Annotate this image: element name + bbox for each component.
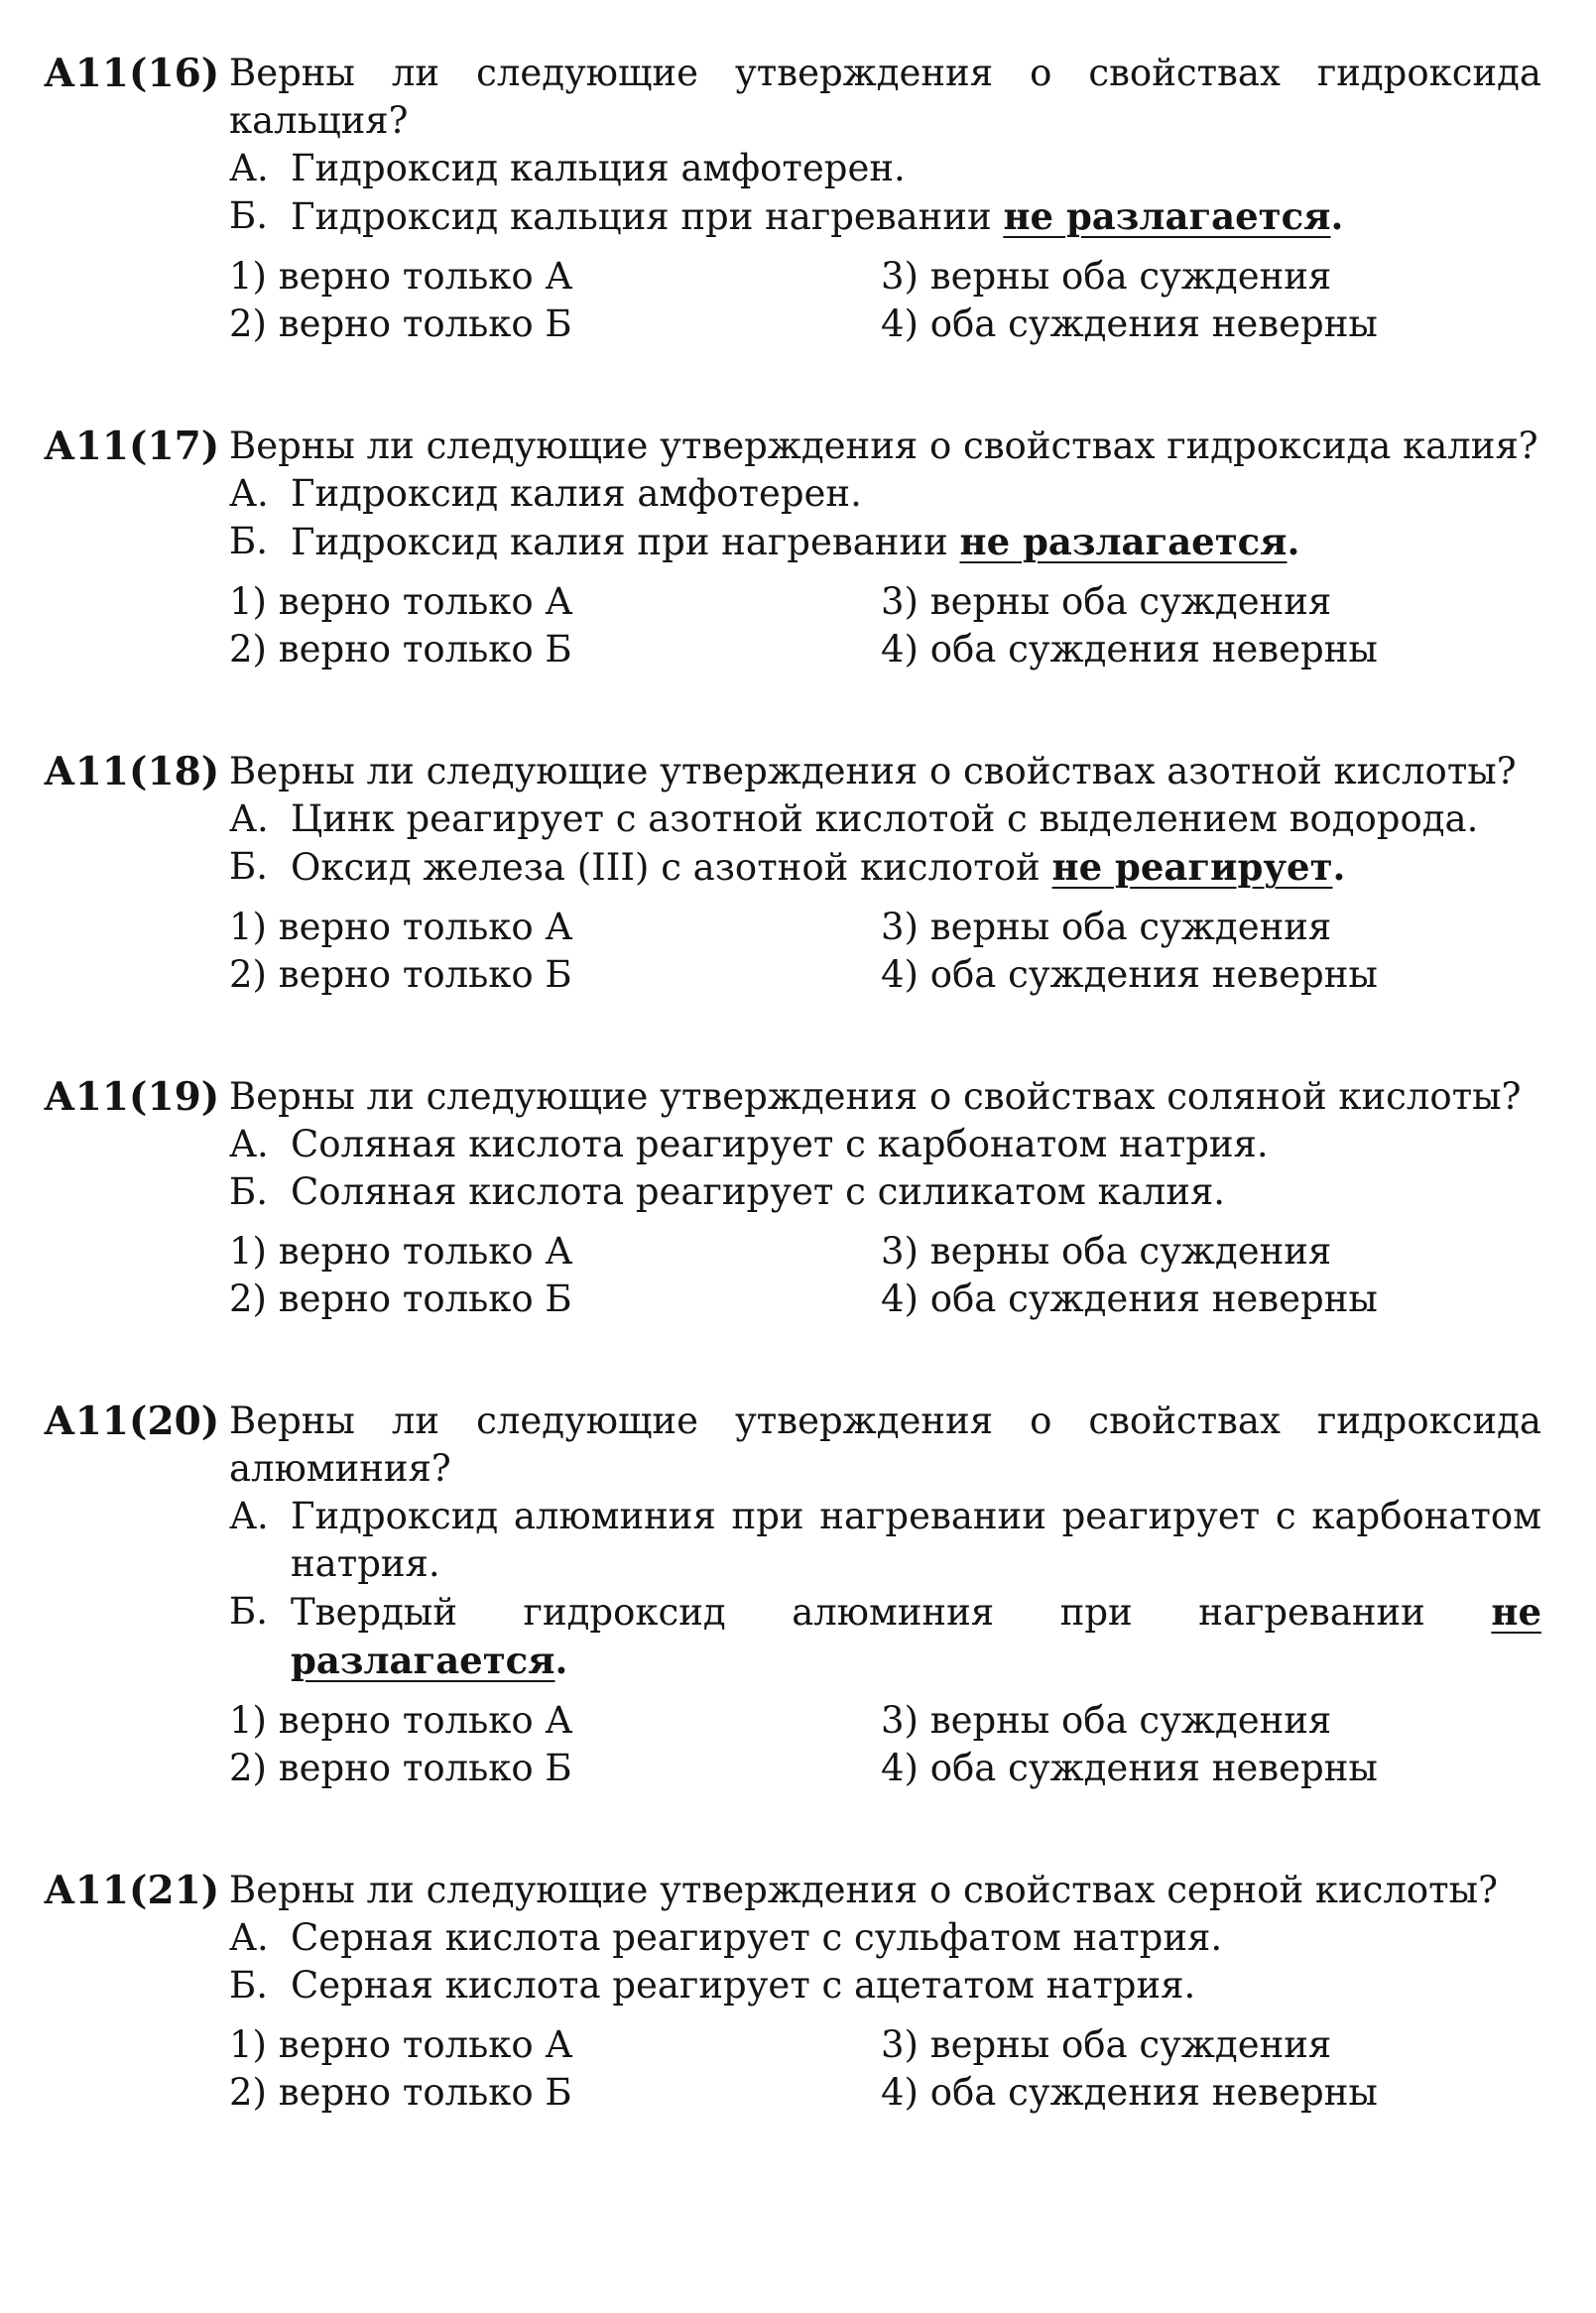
statement-emphasis: не разлагается [1003,194,1331,238]
statement-letter: Б. [229,194,268,237]
answer-options [229,578,1541,673]
statement-text [291,518,1541,566]
question-a11-20 [44,1398,1541,1792]
question-body [229,1867,1541,2117]
answer-option-1: 1) верно только А [229,906,573,948]
statement-letter: Б. [229,520,268,562]
statement-plain-text: Гидроксид калия амфотерен. [291,472,862,515]
answer-options [229,904,1541,999]
statement-text [291,795,1541,843]
statement-text [291,1121,1541,1168]
question-body [229,748,1541,999]
statement-tail: . [554,1639,568,1682]
statement-emphasis: не разлагается [959,520,1288,563]
question-stem: Верны ли следующие утверждения о свойствах гидроксида калия? [229,425,1538,467]
statement-text [291,470,1541,518]
answer-option-2: 2) верно только Б [229,953,572,996]
statement-a [229,1914,1541,1962]
answer-option-4: 4) оба суждения неверны [881,953,1378,996]
answer-options [229,1697,1541,1792]
answer-option-3: 3) верны оба суждения [881,1699,1332,1742]
statement-text [291,192,1541,241]
statement-a [229,470,1541,518]
question-stem: Верны ли следующие утверждения о свойствах соляной кислоты? [229,1075,1522,1118]
statement-text [291,1168,1541,1216]
statement-plain-text: Соляная кислота реагирует с карбонатом натрия. [291,1123,1269,1165]
answer-option-4: 4) оба суждения неверны [881,1747,1378,1789]
answer-option-3: 3) верны оба суждения [881,906,1332,948]
statement-letter: Б. [229,1964,268,2007]
statement-plain-text: Оксид железа (III) с азотной кислотой [291,846,1052,889]
statement-text [291,1914,1541,1962]
statement-tail: . [1330,194,1344,238]
answer-options [229,1228,1541,1323]
answer-option-3: 3) верны оба суждения [881,255,1332,298]
question-number: А11(17) [44,424,220,469]
question-stem: Верны ли следующие утверждения о свойствах азотной кислоты? [229,750,1517,792]
question-a11-18 [44,748,1541,999]
answer-option-2: 2) верно только Б [229,303,572,345]
statement-tail: . [1332,845,1346,889]
statement-plain-text: Гидроксид кальция при нагревании [291,195,1004,238]
statement-a [229,145,1541,192]
statement-letter: А. [229,1495,269,1537]
answer-option-1: 1) верно только А [229,255,573,298]
answer-option-3: 3) верны оба суждения [881,580,1332,623]
question-body [229,423,1541,673]
answer-option-2: 2) верно только Б [229,1278,572,1320]
question-a11-19 [44,1073,1541,1323]
question-number: А11(20) [44,1399,220,1444]
question-stem: Верны ли следующие утверждения о свойствах гидроксида алюминия? [229,1400,1541,1490]
statement-plain-text: Серная кислота реагирует с сульфатом натрия. [291,1916,1223,1959]
statement-a [229,795,1541,843]
answer-option-2: 2) верно только Б [229,628,572,670]
question-stem: Верны ли следующие утверждения о свойствах серной кислоты? [229,1869,1498,1911]
statement-a [229,1493,1541,1588]
answer-option-4: 4) оба суждения неверны [881,2071,1378,2114]
question-body [229,50,1541,348]
question-body [229,1073,1541,1323]
answer-option-3: 3) верны оба суждения [881,2023,1332,2066]
statement-text [291,1588,1541,1685]
statement-plain-text: Гидроксид калия при нагревании [291,521,960,563]
statement-letter: Б. [229,1170,268,1213]
question-a11-21 [44,1867,1541,2117]
question-stem: Верны ли следующие утверждения о свойствах гидроксида кальция? [229,52,1541,142]
question-body [229,1398,1541,1792]
question-number: А11(18) [44,749,220,794]
answer-option-2: 2) верно только Б [229,2071,572,2114]
answer-options [229,2021,1541,2117]
answer-option-1: 1) верно только А [229,580,573,623]
statement-b [229,1168,1541,1216]
statement-letter: Б. [229,1590,268,1633]
statement-b [229,518,1541,566]
answer-option-1: 1) верно только А [229,2023,573,2066]
answer-options [229,253,1541,348]
answer-option-2: 2) верно только Б [229,1747,572,1789]
statement-a [229,1121,1541,1168]
statement-text [291,1493,1541,1588]
statement-plain-text: Гидроксид алюминия при нагревании реагирует с карбонатом натрия. [291,1495,1541,1585]
statement-tail: . [1287,520,1300,563]
answer-option-3: 3) верны оба суждения [881,1230,1332,1273]
statement-plain-text: Серная кислота реагирует с ацетатом натрия. [291,1964,1196,2007]
statement-text [291,1962,1541,2009]
answer-option-1: 1) верно только А [229,1230,573,1273]
statement-letter: А. [229,797,269,840]
statement-letter: Б. [229,845,268,888]
statement-plain-text: Гидроксид кальция амфотерен. [291,147,906,189]
statement-letter: А. [229,472,269,515]
statement-emphasis: не разлагается [291,1590,1541,1682]
statement-b [229,1962,1541,2009]
statement-b [229,192,1541,241]
question-a11-17 [44,423,1541,673]
statement-letter: А. [229,1123,269,1165]
test-page [44,50,1541,2191]
answer-option-4: 4) оба суждения неверны [881,303,1378,345]
statement-emphasis: не реагирует [1051,845,1333,889]
statement-plain-text: Твердый гидроксид алюминия при нагревании [291,1591,1492,1634]
statement-letter: А. [229,1916,269,1959]
answer-option-4: 4) оба суждения неверны [881,1278,1378,1320]
statement-text [291,843,1541,892]
question-number: А11(19) [44,1074,220,1120]
statement-plain-text: Цинк реагирует с азотной кислотой с выделением водорода. [291,797,1479,840]
question-number: А11(16) [44,51,220,96]
question-a11-16 [44,50,1541,348]
statement-text [291,145,1541,192]
answer-option-4: 4) оба суждения неверны [881,628,1378,670]
question-number: А11(21) [44,1868,220,1913]
statement-b [229,843,1541,892]
statement-b [229,1588,1541,1685]
answer-option-1: 1) верно только А [229,1699,573,1742]
statement-plain-text: Соляная кислота реагирует с силикатом калия. [291,1170,1226,1213]
statement-letter: А. [229,147,269,189]
